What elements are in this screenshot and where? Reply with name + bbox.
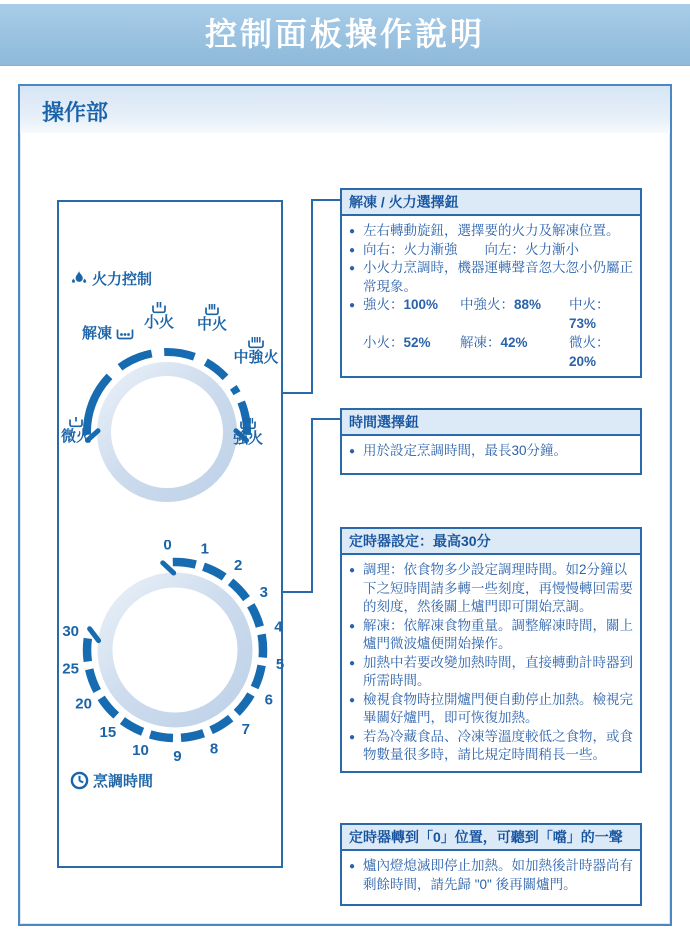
bullet-item: ● 向右：火力漸強 向左：火力漸小	[349, 241, 633, 260]
dial-arc-segment	[89, 669, 97, 691]
timer-dial-number: 5	[275, 655, 285, 673]
power-position-midhigh	[227, 336, 285, 366]
power-position-min	[54, 415, 98, 445]
power-position-mid	[192, 303, 232, 333]
bullet-item: ● 加熱中若要改變加熱時間，直接轉動計時器到所需時間。	[349, 654, 633, 691]
info-box-timer-setting	[340, 527, 642, 773]
power-level-cell: 小火：52%	[363, 335, 431, 350]
timer-dial-number: 4	[274, 618, 283, 636]
info-box-title: 定時器轉到「0」位置，可聽到「噹」的一聲	[342, 825, 640, 851]
power-control-caption	[70, 268, 152, 289]
dial-arc-segment	[122, 721, 142, 732]
dial-arc-segment	[231, 582, 247, 599]
power-position-label: 解凍	[82, 325, 113, 342]
power-position-label: 中強火	[233, 349, 279, 366]
power-position-low	[139, 301, 179, 331]
info-box-title: 解凍 / 火力選擇鈕	[342, 190, 640, 216]
dial-arc-segment	[164, 352, 194, 357]
power-level-cell: 中火：73%	[569, 297, 610, 331]
power-level-cell: 微火：20%	[569, 335, 610, 369]
timer-dial-number: 2	[234, 556, 243, 574]
bullet-item: ● 用於設定烹調時間，最長30分鐘。	[349, 442, 633, 461]
knob-ring	[105, 580, 245, 720]
power-position-label: 中火	[196, 316, 227, 333]
level-3-icon	[203, 303, 221, 317]
timer-dial-number: 15	[99, 724, 117, 741]
info-box-power-selector	[340, 188, 642, 378]
timer-dial-number: 6	[264, 691, 273, 709]
power-position-label: 微火	[60, 428, 91, 445]
level-1-icon	[67, 415, 85, 429]
dial-arc-segment	[87, 638, 88, 661]
dial-arc-segment	[173, 562, 196, 565]
bullet-item: ● 左右轉動旋鈕，選擇要的火力及解凍位置。	[349, 222, 633, 241]
timer-dial-number: 0	[163, 540, 172, 554]
level-2-icon	[150, 301, 168, 315]
dial-arc-segment	[237, 695, 251, 713]
timer-dial-number: 10	[132, 742, 149, 760]
power-control-label: 火力控制	[92, 271, 153, 288]
power-level-cell: ● 強火：100%	[363, 297, 439, 312]
timer-dial-number: 8	[209, 740, 219, 758]
timer-dial-number: 7	[241, 720, 250, 738]
section-title: 操作部	[20, 86, 670, 133]
power-position-high	[226, 417, 270, 447]
level-4-icon	[246, 336, 266, 350]
cooking-time-label: 烹調時間	[93, 773, 154, 790]
power-position-label: 強火	[232, 430, 263, 447]
dial-arc-segment	[181, 733, 204, 738]
bullet-item: ● 爐內燈熄滅即停止加熱。如加熱後計時器尚有剩餘時間，請先歸 "0" 後再關爐門。	[349, 857, 633, 894]
info-box-title: 定時器設定：最高30分	[342, 529, 640, 555]
info-box-title: 時間選擇鈕	[342, 410, 640, 436]
knob-ring	[104, 369, 230, 495]
timer-dial-number: 20	[75, 695, 92, 713]
dial-end-hook	[163, 563, 174, 573]
timer-dial-number: 1	[200, 540, 209, 558]
power-position-label: 小火	[143, 314, 174, 331]
bullet-item: ● 小火力烹調時，機器運轉聲音忽大忽小仍屬正常現象。	[349, 259, 633, 296]
power-level-cell: 中強火：88%	[460, 297, 542, 312]
dial-arc-segment	[150, 734, 173, 738]
power-level-cell: 解凍：42%	[460, 335, 528, 350]
bullet-item: ● 若為冷藏食品、冷凍等溫度較低之食物，或食物數量很多時，請比規定時間稍長一些。	[349, 728, 633, 765]
info-box-body	[342, 436, 640, 473]
info-box-body	[342, 216, 640, 376]
timer-dial-number: 3	[259, 584, 268, 602]
bullet-item: ● 調理：依食物多少設定調理時間。如2分鐘以下之短時間請多轉一些刻度，再慢慢轉回需要的刻度，然後關上爐門即可開始烹調。	[349, 561, 633, 617]
defrost-icon	[115, 328, 135, 341]
page-banner	[0, 4, 690, 66]
dial-arc-segment	[233, 387, 237, 393]
page-title: 控制面板操作說明	[204, 16, 485, 52]
power-position-defrost	[82, 326, 135, 342]
bullet-item: ● 檢視食物時拉開爐門便自動停止加熱。檢視完畢關好爐門，即可恢復加熱。	[349, 691, 633, 728]
bullet-item: ● 解凍：依解凍食物重量。調整解凍時間，關上爐門微波爐便開始操作。	[349, 617, 633, 654]
timer-dial-knob	[55, 540, 295, 770]
dial-arc-segment	[211, 718, 231, 730]
timer-dial-number: 9	[173, 748, 182, 765]
cooking-time-caption	[70, 770, 153, 791]
dial-arc-segment	[101, 698, 116, 716]
level-5-icon	[238, 417, 258, 431]
info-box-body	[342, 555, 640, 771]
bullet-item	[349, 296, 633, 371]
info-box-body	[342, 851, 640, 904]
dial-arc-segment	[206, 362, 226, 377]
power-level-table	[363, 296, 633, 371]
clock-icon	[70, 771, 89, 790]
dial-arc-segment	[251, 605, 260, 626]
flame-icon	[70, 270, 88, 287]
dial-arc-segment	[255, 665, 262, 687]
timer-dial-number: 30	[62, 623, 80, 641]
dial-arc-segment	[262, 634, 263, 657]
info-box-timer-zero	[340, 823, 642, 906]
timer-dial-number: 25	[62, 660, 79, 678]
dial-arc-segment	[204, 567, 225, 577]
info-box-time-selector	[340, 408, 642, 475]
